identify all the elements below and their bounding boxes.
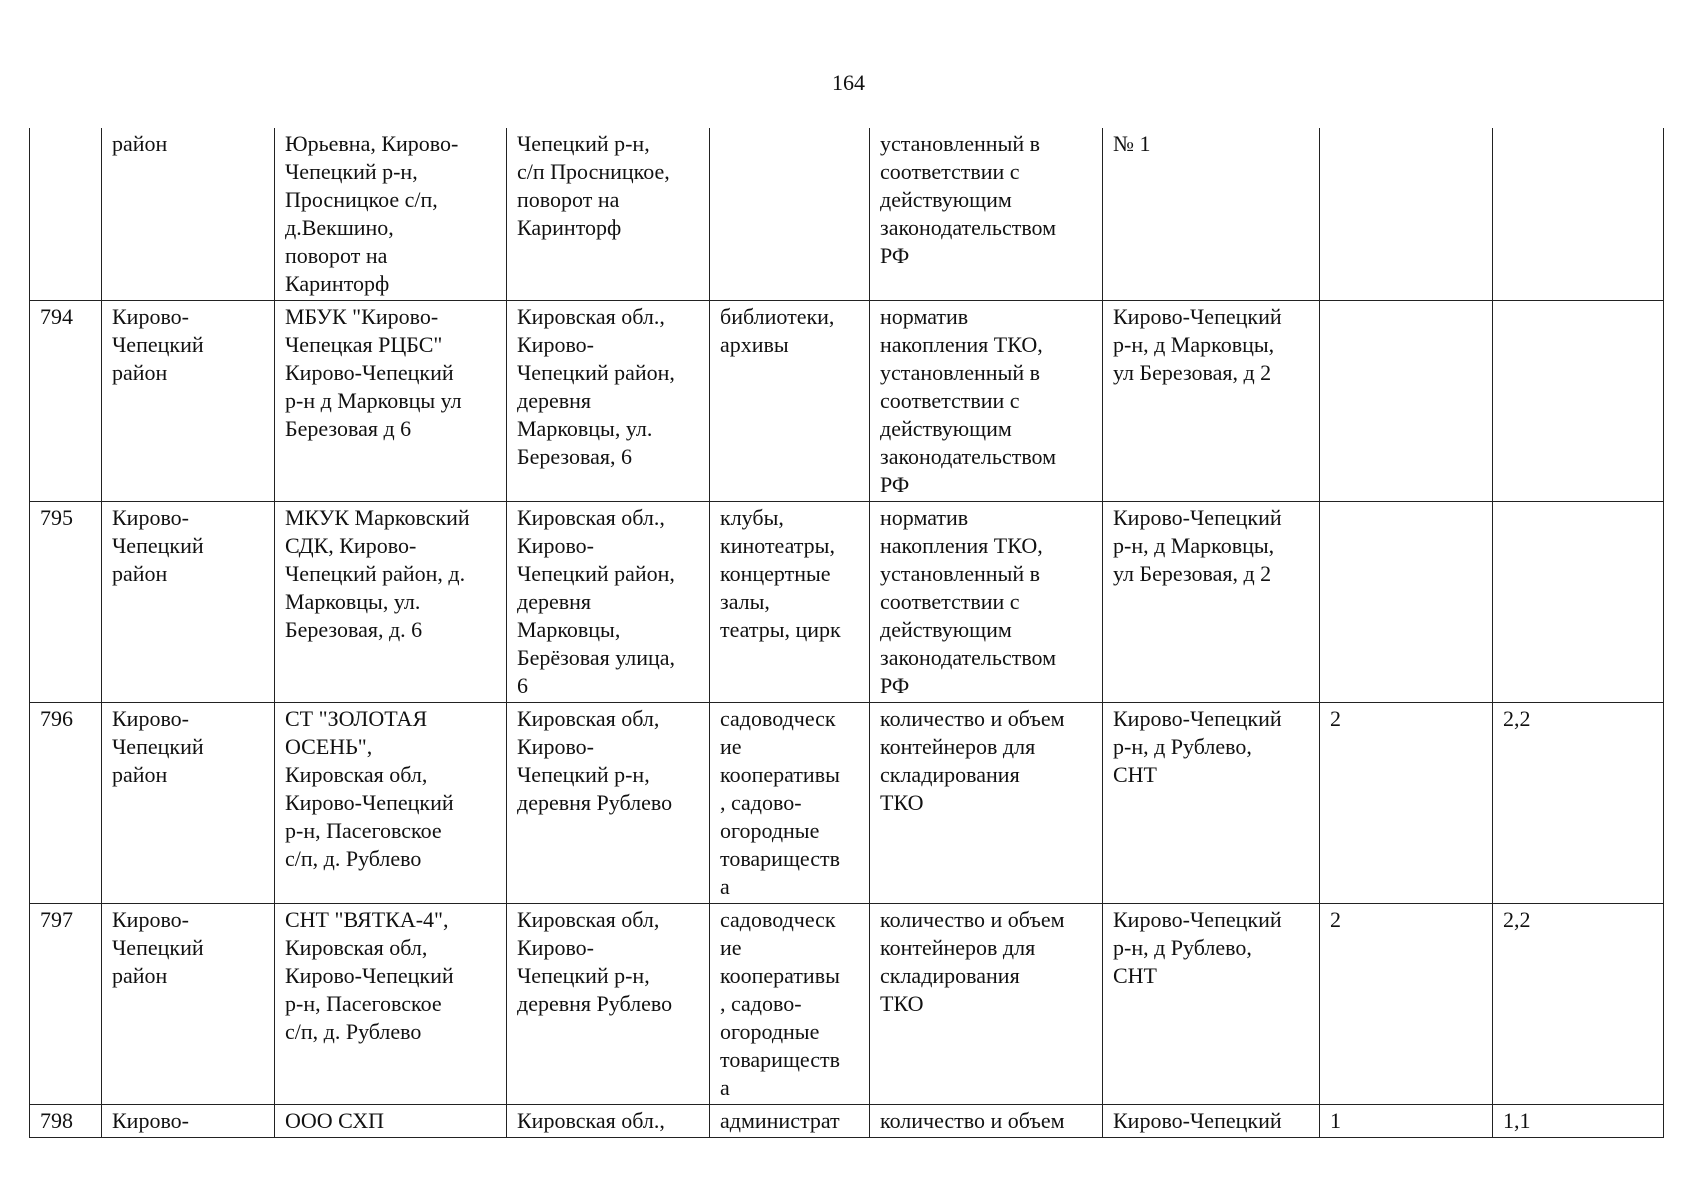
container-count-cell [1320,502,1493,703]
table-row [30,904,1664,1105]
organization-cell: СНТ "ВЯТКА-4", Кировская обл, Кирово-Чепецкий р-н, Пасеговское с/п, д. Рублево [275,904,507,1105]
address-cell: Кировская обл, Кирово- Чепецкий р-н, деревня Рублево [507,703,710,904]
organization-cell: ООО СХП [275,1105,507,1138]
table-row [30,1105,1664,1138]
site-location-cell: Кирово-Чепецкий [1103,1105,1320,1138]
site-location-cell: Кирово-Чепецкий р-н, д Рублево, СНТ [1103,904,1320,1105]
basis-cell: норматив накопления ТКО, установленный в соответствии с действующим законодательством РФ [870,502,1103,703]
address-cell: Кировская обл., Кирово- Чепецкий район, деревня Марковцы, ул. Березовая, 6 [507,301,710,502]
page-number: 164 [832,70,865,95]
row-number-cell: 794 [30,301,102,502]
basis-cell: количество и объем контейнеров для складирования ТКО [870,904,1103,1105]
basis-cell: количество и объем [870,1105,1103,1138]
basis-cell: установленный в соответствии с действующим законодательством РФ [870,128,1103,301]
address-cell: Кировская обл., Кирово- Чепецкий район, деревня Марковцы, Берёзовая улица, 6 [507,502,710,703]
row-number-cell: 798 [30,1105,102,1138]
district-cell: Кирово- Чепецкий район [102,703,275,904]
category-cell: садоводческ ие кооперативы , садово- огородные товариществ а [710,904,870,1105]
table-row [30,502,1664,703]
container-count-cell [1320,128,1493,301]
container-volume-cell [1493,502,1664,703]
registry-table [29,128,1664,1138]
row-number-cell: 797 [30,904,102,1105]
row-number-cell [30,128,102,301]
address-cell: Кировская обл., [507,1105,710,1138]
organization-cell: МКУК Марковский СДК, Кирово- Чепецкий район, д. Марковцы, ул. Березовая, д. 6 [275,502,507,703]
container-count-cell [1320,301,1493,502]
basis-cell: количество и объем контейнеров для складирования ТКО [870,703,1103,904]
site-location-cell: № 1 [1103,128,1320,301]
container-volume-cell: 2,2 [1493,904,1664,1105]
container-volume-cell [1493,301,1664,502]
district-cell: Кирово- Чепецкий район [102,904,275,1105]
table-row [30,128,1664,301]
organization-cell: Юрьевна, Кирово- Чепецкий р-н, Просницкое с/п, д.Векшино, поворот на Каринторф [275,128,507,301]
category-cell: администрат [710,1105,870,1138]
container-volume-cell: 2,2 [1493,703,1664,904]
row-number-cell: 795 [30,502,102,703]
district-cell: Кирово- Чепецкий район [102,301,275,502]
category-cell: библиотеки, архивы [710,301,870,502]
organization-cell: МБУК "Кирово- Чепецкая РЦБС" Кирово-Чепецкий р-н д Марковцы ул Березовая д 6 [275,301,507,502]
table-row [30,301,1664,502]
site-location-cell: Кирово-Чепецкий р-н, д Рублево, СНТ [1103,703,1320,904]
container-count-cell: 2 [1320,703,1493,904]
table-row [30,703,1664,904]
container-count-cell: 2 [1320,904,1493,1105]
category-cell [710,128,870,301]
address-cell: Кировская обл, Кирово- Чепецкий р-н, деревня Рублево [507,904,710,1105]
organization-cell: СТ "ЗОЛОТАЯ ОСЕНЬ", Кировская обл, Кирово-Чепецкий р-н, Пасеговское с/п, д. Рублево [275,703,507,904]
district-cell: район [102,128,275,301]
district-cell: Кирово- Чепецкий район [102,502,275,703]
site-location-cell: Кирово-Чепецкий р-н, д Марковцы, ул Березовая, д 2 [1103,502,1320,703]
category-cell: клубы, кинотеатры, концертные залы, театры, цирк [710,502,870,703]
address-cell: Чепецкий р-н, с/п Просницкое, поворот на Каринторф [507,128,710,301]
container-volume-cell: 1,1 [1493,1105,1664,1138]
container-volume-cell [1493,128,1664,301]
category-cell: садоводческ ие кооперативы , садово- огородные товариществ а [710,703,870,904]
district-cell: Кирово- [102,1105,275,1138]
row-number-cell: 796 [30,703,102,904]
site-location-cell: Кирово-Чепецкий р-н, д Марковцы, ул Березовая, д 2 [1103,301,1320,502]
basis-cell: норматив накопления ТКО, установленный в соответствии с действующим законодательством РФ [870,301,1103,502]
container-count-cell: 1 [1320,1105,1493,1138]
